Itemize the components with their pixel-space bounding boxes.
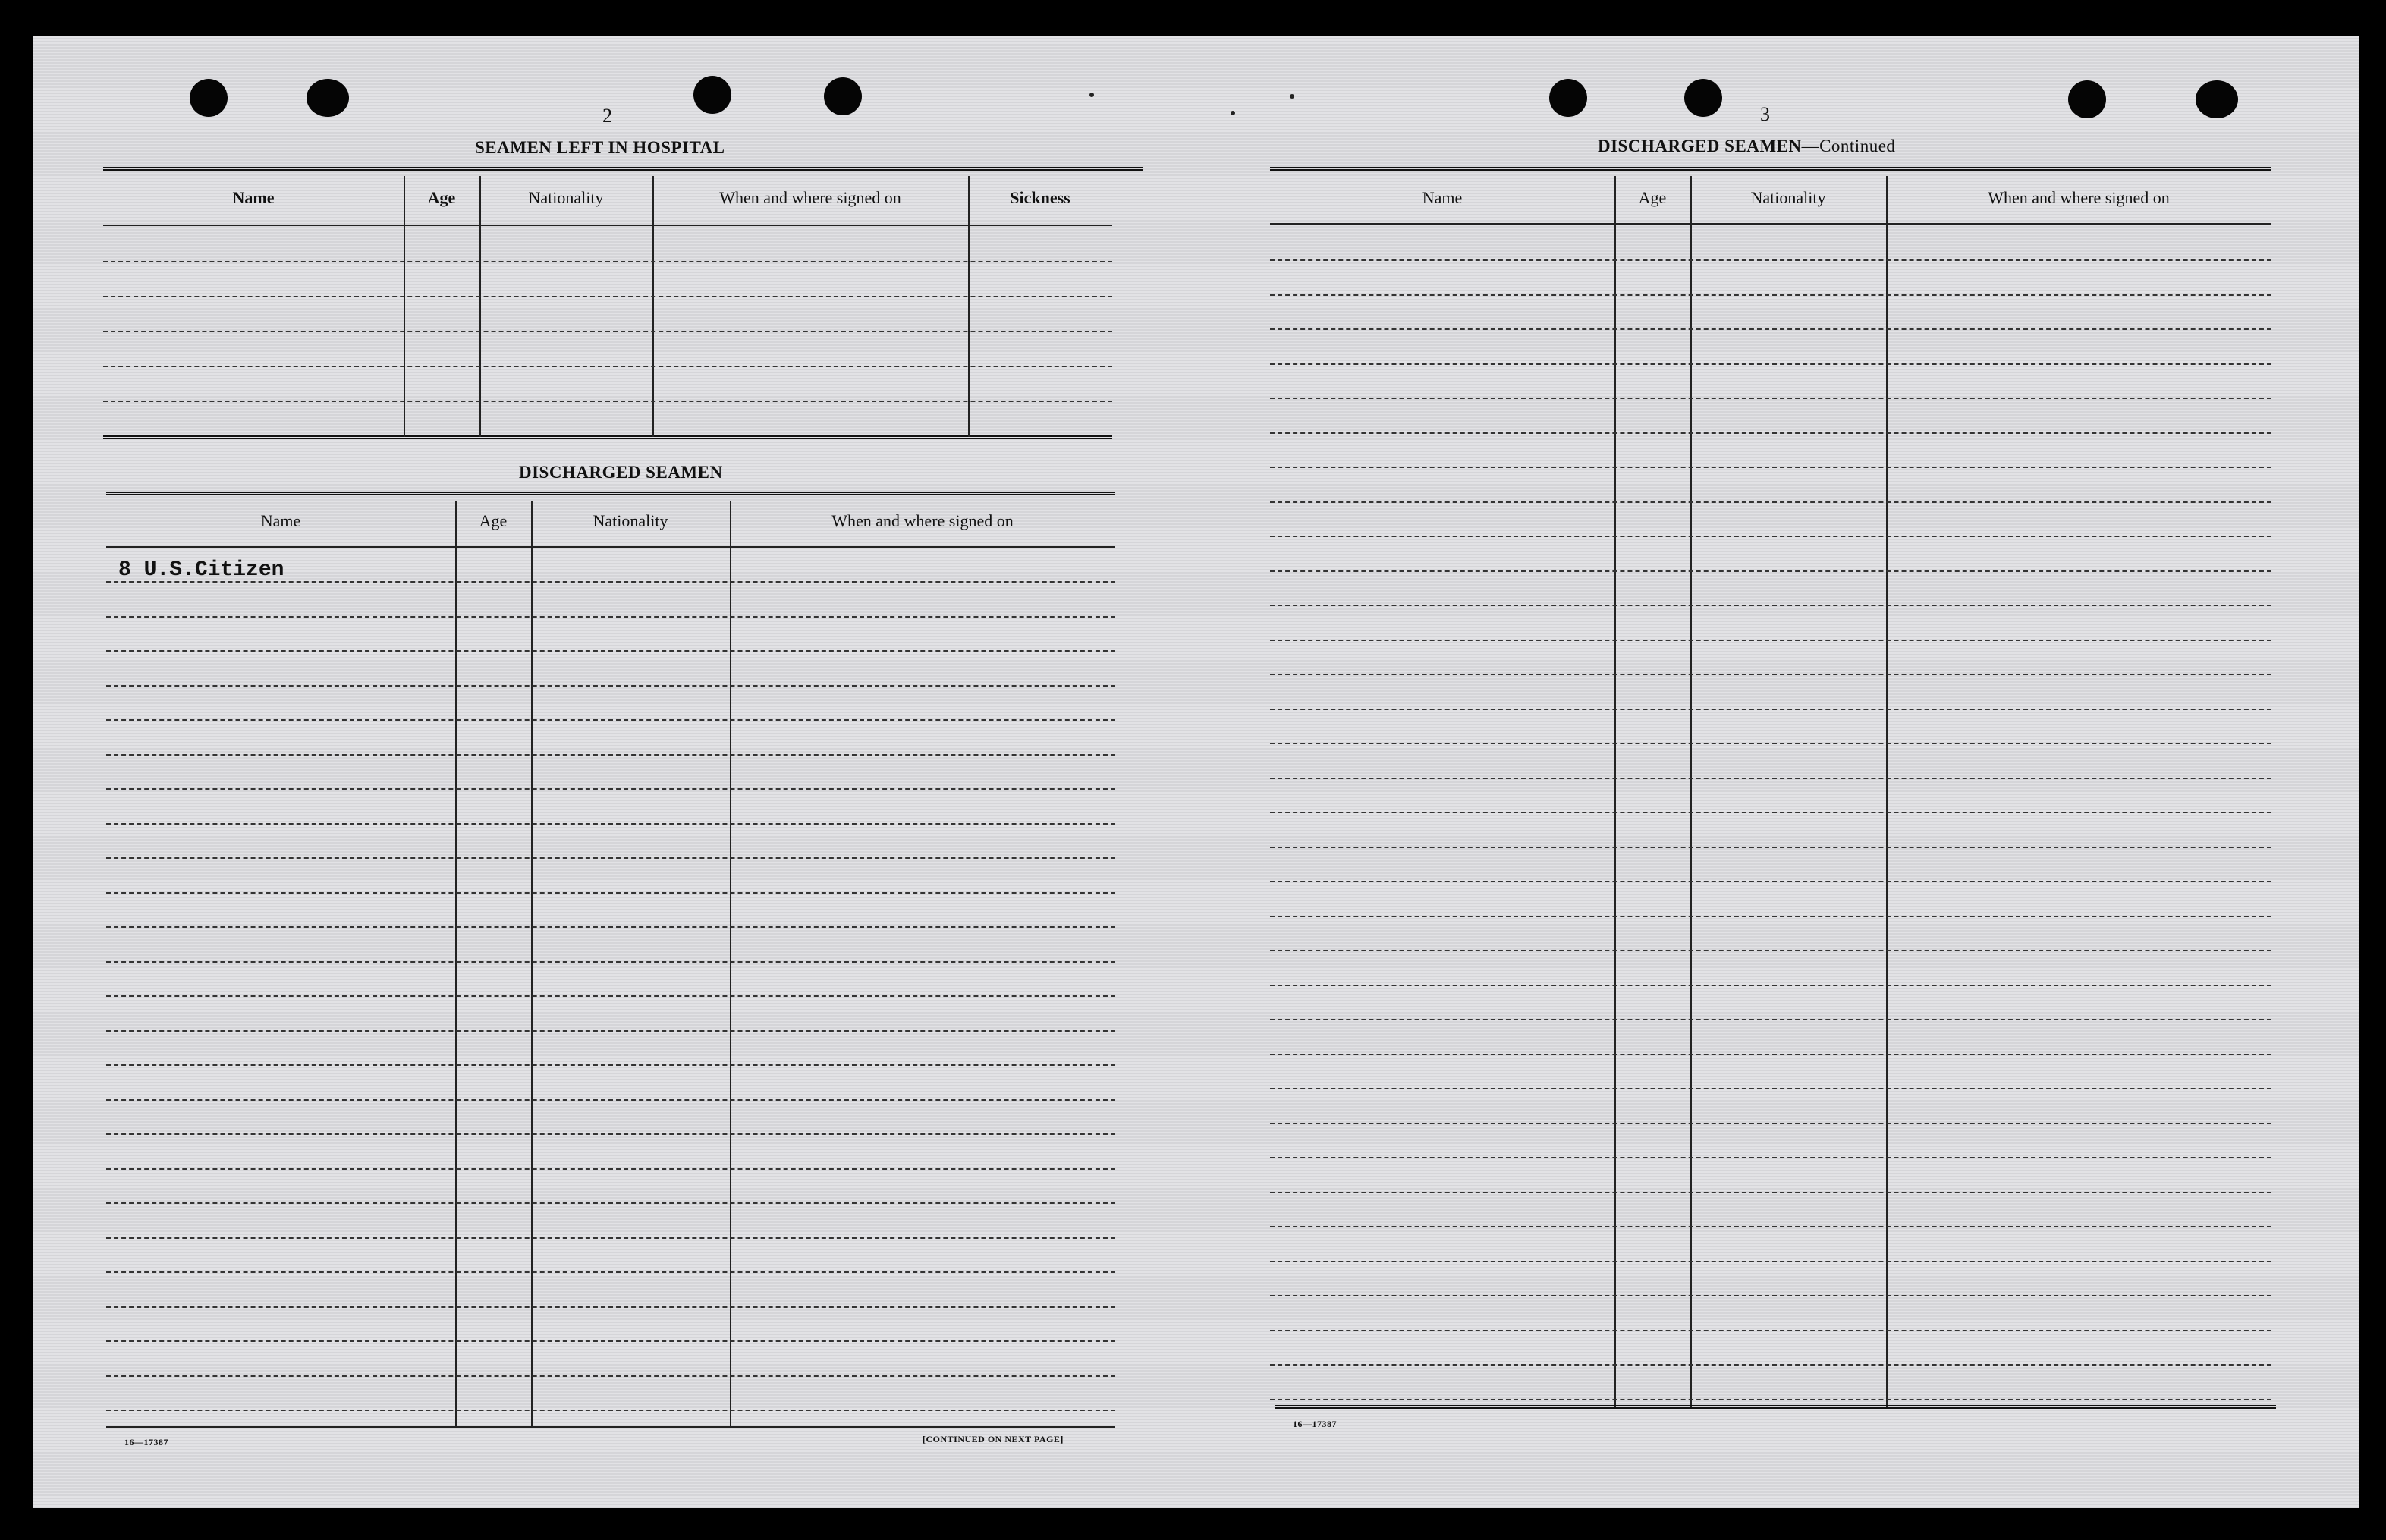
table-row-line: [1270, 432, 2271, 434]
table-row-line: [1270, 259, 2271, 261]
table-row-line: [1270, 709, 2271, 710]
discharged-table-title: DISCHARGED SEAMEN: [519, 463, 723, 482]
hospital-row-line: [103, 401, 1112, 402]
table-row-line: [1270, 881, 2271, 882]
table-row-line: [1270, 1330, 2271, 1331]
table-row-line: [1270, 1054, 2271, 1055]
hospital-row-line: [103, 261, 1112, 262]
table-row-line: [106, 1030, 1115, 1032]
punch-hole: [307, 79, 349, 117]
left-page-number: 2: [602, 105, 612, 127]
speck: [1231, 111, 1235, 115]
table-row-line: [106, 1271, 1115, 1273]
table-row-line: [106, 1168, 1115, 1170]
hospital-header-signed-on: When and where signed on: [719, 188, 901, 207]
discharged-col-divider: [455, 501, 457, 1426]
continued-note: [CONTINUED ON NEXT PAGE]: [923, 1434, 1064, 1444]
table-row-line: [1270, 1295, 2271, 1296]
speck: [1290, 94, 1294, 99]
discharged-col-divider: [730, 501, 731, 1426]
punch-hole: [190, 79, 228, 117]
hospital-col-divider: [652, 176, 654, 437]
table-row-line: [106, 1410, 1115, 1411]
punch-hole: [2196, 80, 2238, 118]
table-row-line: [1270, 916, 2271, 917]
hospital-col-divider: [479, 176, 481, 437]
table-row-line: [106, 1202, 1115, 1204]
discharged-col-divider: [531, 501, 533, 1426]
left-form-number: 16—17387: [124, 1437, 168, 1447]
table-row-line: [106, 823, 1115, 825]
table-row-line: [106, 1340, 1115, 1342]
table-row-line: [1270, 1192, 2271, 1193]
right-title-main: DISCHARGED SEAMEN: [1598, 137, 1802, 156]
table-row-line: [1270, 398, 2271, 399]
table-row-line: [1270, 743, 2271, 744]
discharged-header-rule: [106, 546, 1115, 548]
table-row-line: [1270, 1157, 2271, 1158]
table-row-line: [106, 926, 1115, 928]
table-row-line: [106, 1375, 1115, 1377]
table-row-line: [1270, 605, 2271, 606]
punch-hole: [1684, 79, 1722, 117]
right-header-nationality: Nationality: [1750, 188, 1826, 207]
table-row-line: [1270, 640, 2271, 641]
hospital-header-rule: [103, 225, 1112, 226]
table-row-line: [1270, 1226, 2271, 1227]
hospital-row-line: [103, 296, 1112, 297]
table-row-line: [1270, 812, 2271, 813]
right-header-rule: [1270, 223, 2271, 225]
table-row-line: [1270, 950, 2271, 951]
table-row-line: [106, 995, 1115, 997]
right-col-divider: [1886, 176, 1888, 1408]
table-row-line: [106, 719, 1115, 721]
hospital-table-title: SEAMEN LEFT IN HOSPITAL: [475, 138, 725, 157]
table-row-line: [106, 961, 1115, 963]
table-row-line: [1270, 1261, 2271, 1262]
table-row-line: [1270, 847, 2271, 848]
table-row-line: [1270, 328, 2271, 330]
hospital-header-age: Age: [427, 188, 456, 207]
table-row-line: [1270, 570, 2271, 572]
table-row-line: [1270, 1364, 2271, 1366]
right-form-number: 16—17387: [1293, 1419, 1337, 1429]
hospital-row-line: [103, 366, 1112, 367]
punch-hole: [2068, 80, 2106, 118]
right-header-signed-on: When and where signed on: [1988, 188, 2170, 207]
speck: [1089, 93, 1094, 97]
right-header-name: Name: [1422, 188, 1463, 207]
typed-entry: 8 U.S.Citizen: [118, 558, 284, 582]
right-title-continued: —Continued: [1801, 137, 1896, 156]
table-row-line: [106, 685, 1115, 687]
table-row-line: [106, 1099, 1115, 1101]
hospital-col-divider: [404, 176, 405, 437]
right-bottom-rule: [1275, 1405, 2276, 1409]
hospital-top-rule: [103, 167, 1143, 171]
hospital-bottom-rule: [103, 435, 1112, 439]
table-row-line: [1270, 467, 2271, 468]
right-page-number: 3: [1760, 103, 1770, 125]
table-row-line: [1270, 363, 2271, 365]
table-row-line: [106, 1064, 1115, 1066]
discharged-bottom-rule: [106, 1426, 1115, 1428]
discharged-top-rule: [106, 492, 1115, 495]
hospital-row-line: [103, 331, 1112, 332]
table-row-line: [106, 857, 1115, 859]
discharged-header-signed-on: When and where signed on: [831, 511, 1014, 530]
hospital-header-nationality: Nationality: [528, 188, 604, 207]
punch-hole: [824, 77, 862, 115]
table-row-line: [106, 1133, 1115, 1135]
table-row-line: [106, 650, 1115, 652]
table-row-line: [106, 788, 1115, 790]
right-col-divider: [1614, 176, 1616, 1408]
table-row-line: [106, 1237, 1115, 1239]
table-row-line: [1270, 985, 2271, 986]
table-row-line: [1270, 1019, 2271, 1020]
hospital-header-sickness: Sickness: [1010, 188, 1070, 207]
discharged-header-nationality: Nationality: [593, 511, 668, 530]
right-top-rule: [1270, 167, 2271, 171]
right-table-title: [1598, 137, 1895, 156]
right-header-age: Age: [1638, 188, 1667, 207]
table-row-line: [106, 581, 1115, 583]
table-row-line: [106, 1306, 1115, 1308]
discharged-header-name: Name: [260, 511, 301, 530]
discharged-header-age: Age: [479, 511, 508, 530]
table-row-line: [1270, 1123, 2271, 1124]
document-sheet: [33, 36, 2359, 1508]
table-row-line: [1270, 778, 2271, 779]
table-row-line: [1270, 1399, 2271, 1400]
table-row-line: [1270, 536, 2271, 537]
table-row-line: [106, 892, 1115, 894]
hospital-col-divider: [968, 176, 970, 437]
right-col-divider: [1690, 176, 1692, 1408]
table-row-line: [106, 616, 1115, 618]
table-row-line: [1270, 294, 2271, 296]
punch-hole: [693, 76, 731, 114]
table-row-line: [1270, 1088, 2271, 1089]
table-row-line: [106, 754, 1115, 756]
table-row-line: [1270, 674, 2271, 675]
table-row-line: [1270, 501, 2271, 503]
punch-hole: [1549, 79, 1587, 117]
hospital-header-name: Name: [232, 188, 275, 207]
